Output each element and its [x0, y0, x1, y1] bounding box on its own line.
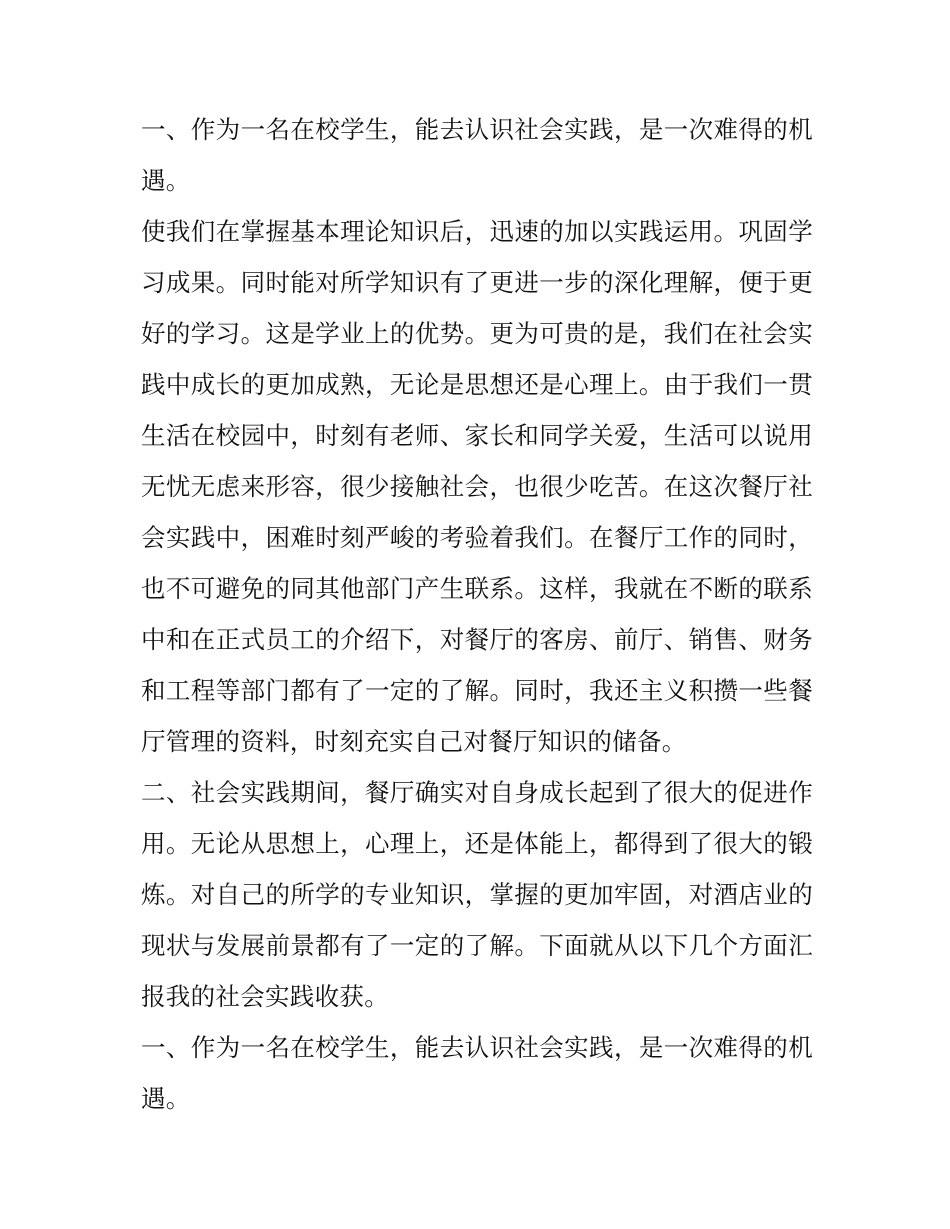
paragraph-3: 二、社会实践期间，餐厅确实对自身成长起到了很大的促进作用。无论从思想上，心理上，还是体能上，都得到了很大的锻炼。对自己的所学的专业知识，掌握的更加牢固，对酒店业的现状与发展前景都有了一定的了解。下面就从以下几个方面汇报我的社会实践收获。	[141, 778, 813, 1011]
paragraph-4: 一、作为一名在校学生，能去认识社会实践，是一次难得的机遇。	[141, 1033, 813, 1113]
paragraph-2: 使我们在掌握基本理论知识后，迅速的加以实践运用。巩固学习成果。同时能对所学知识有了更进一步的深化理解，便于更好的学习。这是学业上的优势。更为可贵的是，我们在社会实践中成长的更加成熟，无论是思想还是心理上。由于我们一贯生活在校园中，时刻有老师、家长和同学关爱，生活可以说用无忧无虑来形容，很少接触社会，也很少吃苦。在这次餐厅社会实践中，困难时刻严峻的考验着我们。在餐厅工作的同时，也不可避免的同其他部门产生联系。这样，我就在不断的联系中和在正式员工的介绍下，对餐厅的客房、前厅、销售、财务和工程等部门都有了一定的了解。同时，我还主义积攒一些餐厅管理的资料，时刻充实自己对餐厅知识的储备。	[141, 217, 813, 756]
paragraph-1: 一、作为一名在校学生，能去认识社会实践，是一次难得的机遇。	[141, 115, 813, 195]
document-body	[141, 104, 813, 1124]
